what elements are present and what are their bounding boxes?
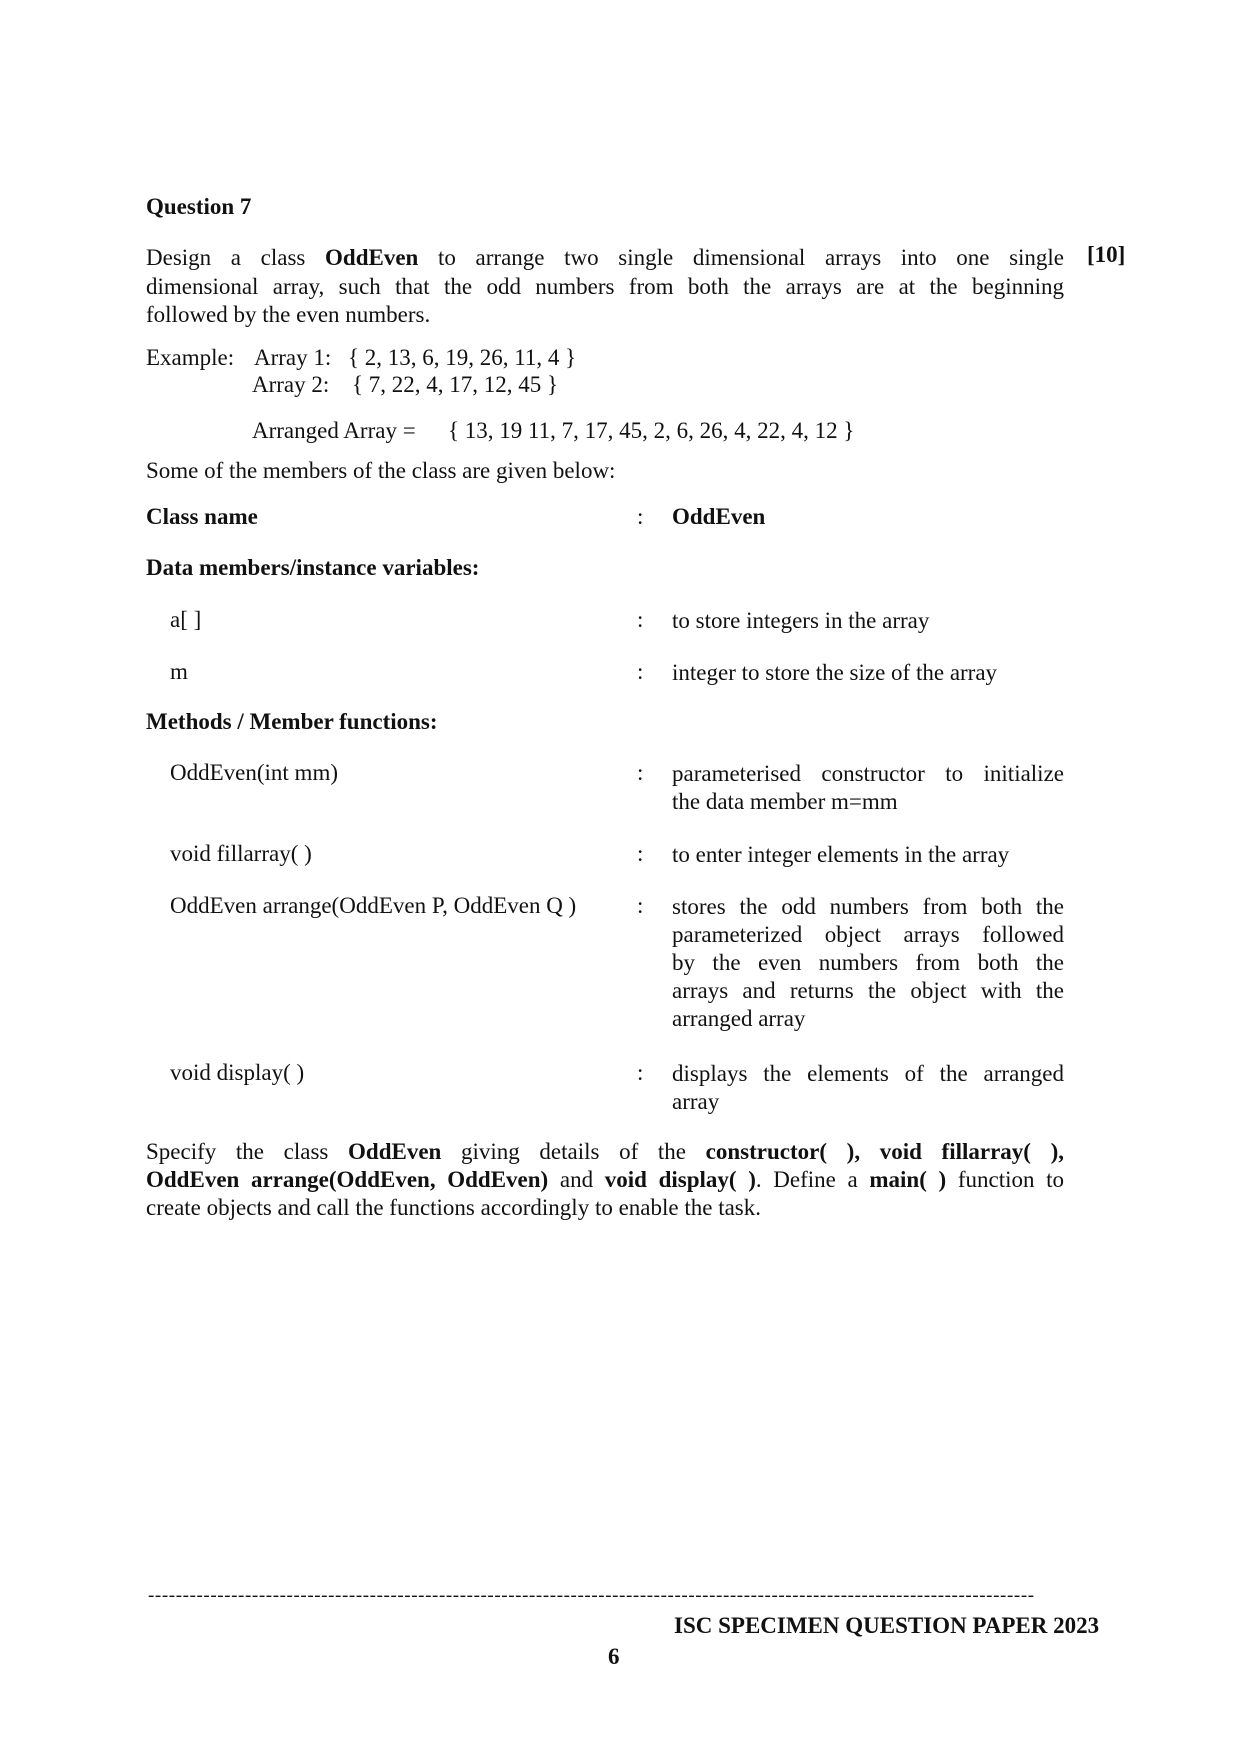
method-desc [672, 760, 1064, 816]
question-title: Question 7 [146, 194, 252, 219]
specify-text: giving details of the [461, 1139, 687, 1164]
specify-main: main( ) [869, 1167, 947, 1192]
colon: : [637, 607, 644, 632]
class-name-label: Class name [146, 504, 258, 529]
array1-values: { 2, 13, 6, 19, 26, 11, 4 } [348, 345, 577, 370]
colon: : [637, 504, 644, 529]
member-desc [672, 607, 1064, 635]
member-desc-line: to store integers in the array [672, 608, 930, 633]
specify-text: and [559, 1167, 594, 1192]
method-desc-line: to enter integer elements in the array [672, 842, 1010, 867]
specify-arrange: OddEven arrange(OddEven, OddEven) [146, 1167, 549, 1192]
specify-line-3: create objects and call the functions accordingly to enable the task. [146, 1195, 762, 1220]
method-name: void fillarray( ) [170, 841, 312, 866]
example-label: Example: [146, 345, 235, 370]
class-name-value: OddEven [672, 504, 766, 529]
specify-text: Specify the class [146, 1139, 329, 1164]
method-desc-line: parameterised constructor to initialize [672, 761, 1064, 786]
specify-line-1 [146, 1139, 1064, 1165]
data-members-heading: Data members/instance variables: [146, 555, 480, 580]
method-desc-line: stores the odd numbers from both the [672, 894, 1064, 919]
specify-fillarray: void fillarray( ), [879, 1139, 1065, 1164]
intro-text: to arrange two single dimensional arrays into one single [438, 245, 1065, 270]
array2-label: Array 2: [252, 372, 330, 397]
members-intro: Some of the members of the class are given below: [146, 458, 616, 483]
methods-heading: Methods / Member functions: [146, 709, 438, 734]
page-number: 6 [608, 1644, 620, 1669]
specify-display: void display( ) [604, 1167, 756, 1192]
method-desc-line: parameterized object arrays followed [672, 922, 1064, 947]
member-name: a[ ] [170, 607, 202, 632]
specify-text: function to [957, 1167, 1065, 1192]
arranged-label: Arranged Array = [252, 418, 416, 443]
method-name: void display( ) [170, 1060, 305, 1085]
colon: : [637, 893, 644, 918]
method-desc [672, 1060, 1064, 1116]
method-desc-line: by the even numbers from both the [672, 950, 1064, 975]
intro-class-name: OddEven [325, 245, 419, 270]
array2-values: { 7, 22, 4, 17, 12, 45 } [352, 372, 559, 397]
member-desc-line: integer to store the size of the array [672, 660, 998, 685]
specify-constructor: constructor( ), [705, 1139, 861, 1164]
colon: : [637, 841, 644, 866]
intro-line-2: dimensional array, such that the odd numbers from both the arrays are at the beginning [146, 274, 1064, 299]
intro-line-1 [146, 245, 1064, 271]
method-desc-line: displays the elements of the arranged [672, 1061, 1064, 1086]
colon: : [637, 1060, 644, 1085]
member-desc [672, 659, 1064, 687]
colon: : [637, 659, 644, 684]
arranged-values: { 13, 19 11, 7, 17, 45, 2, 6, 26, 4, 22, 4, 12 } [448, 418, 855, 443]
specify-line-2 [146, 1167, 1064, 1193]
footer-title: ISC SPECIMEN QUESTION PAPER 2023 [674, 1613, 1100, 1638]
method-desc-line: array [672, 1089, 720, 1114]
method-desc [672, 893, 1064, 1033]
method-desc-line: arranged array [672, 1006, 806, 1031]
method-desc-line: arrays and returns the object with the [672, 978, 1064, 1003]
member-name: m [170, 659, 188, 684]
method-desc-line: the data member m=mm [672, 789, 898, 814]
method-name: OddEven arrange(OddEven P, OddEven Q ) [170, 893, 577, 918]
method-desc [672, 841, 1064, 869]
intro-line-3: followed by the even numbers. [146, 302, 431, 327]
colon: : [637, 760, 644, 785]
method-name: OddEven(int mm) [170, 760, 338, 785]
footer-rule: -------------------------------------------------------------------------------------------------------------------------------- [148, 1585, 1035, 1606]
intro-text: Design a class [146, 245, 306, 270]
array1-label: Array 1: [254, 345, 332, 370]
specify-text: . Define a [755, 1167, 858, 1192]
marks: [10] [1087, 242, 1126, 267]
specify-class: OddEven [348, 1139, 442, 1164]
